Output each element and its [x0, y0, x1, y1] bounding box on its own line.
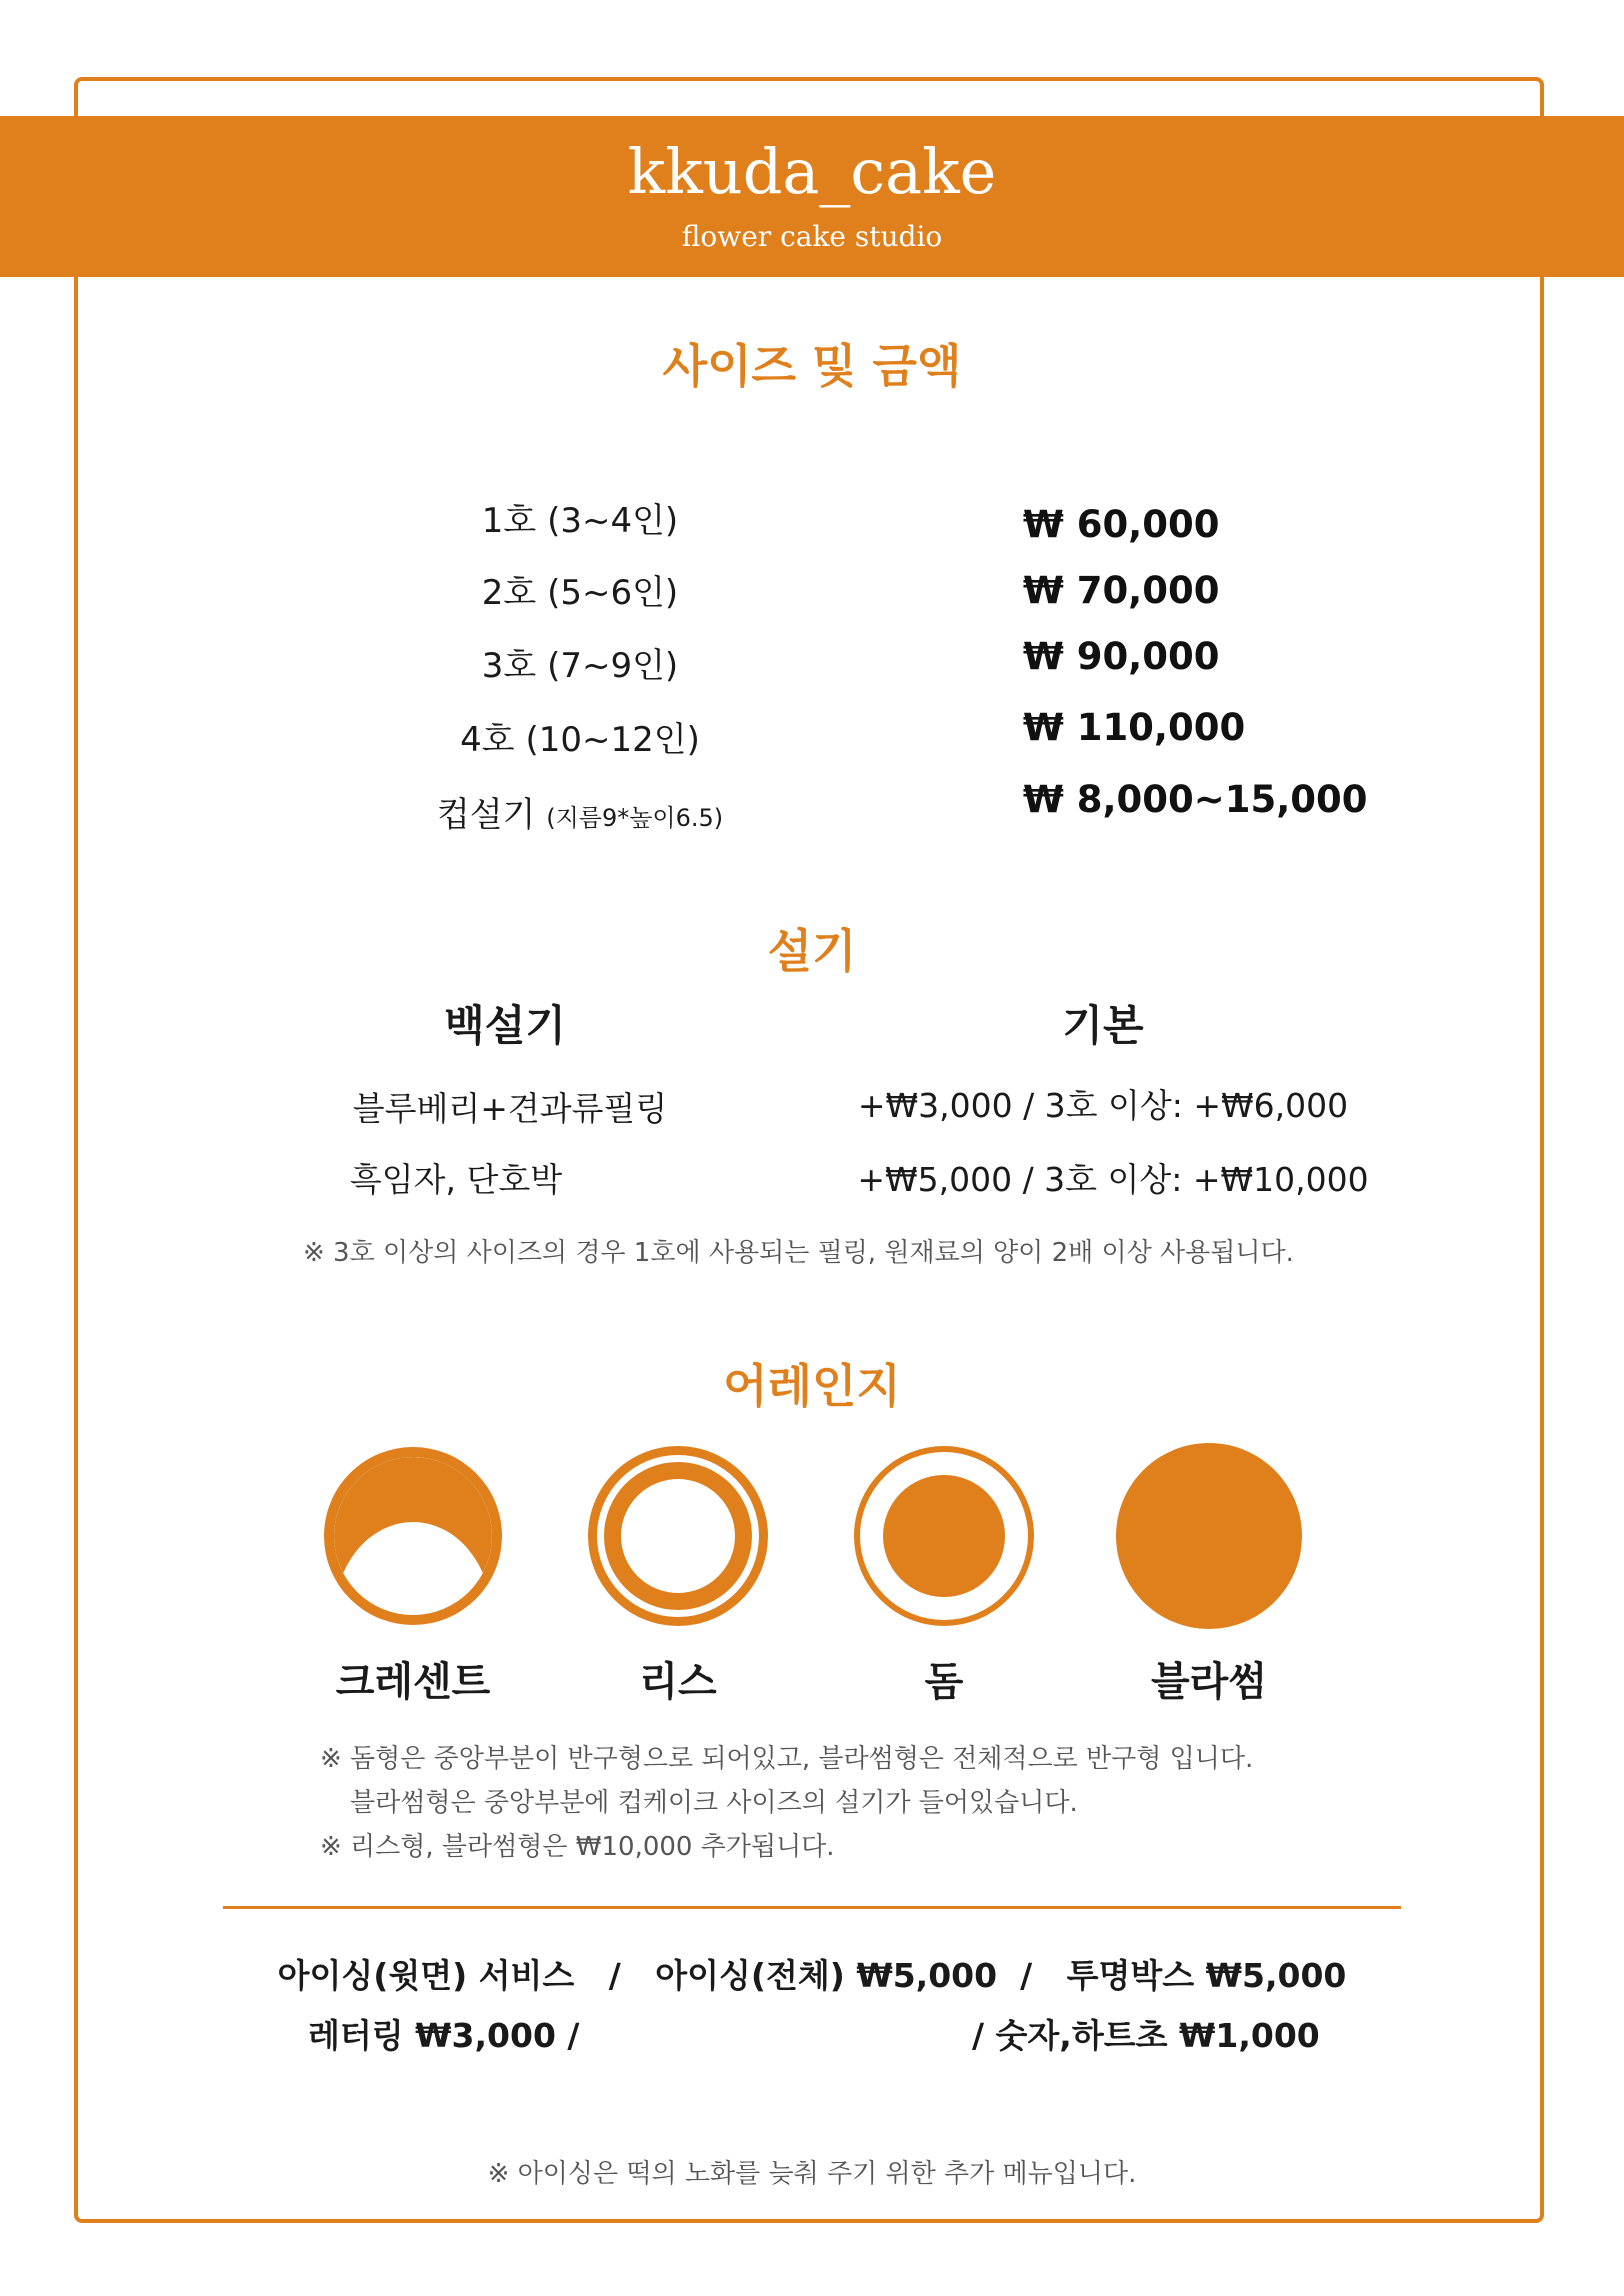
- size-label-4: 4호 (10~12인): [460, 720, 700, 760]
- brand-name: kkuda_cake: [627, 135, 997, 208]
- seolgi-heading: 설기: [767, 924, 857, 978]
- arrangement-note-2: 블라썸형은 중앙부분에 컵케이크 사이즈의 설기가 들어있습니다.: [350, 1788, 1078, 1818]
- services-lettering: 레터링 ₩3,000 /: [308, 2016, 580, 2055]
- shape-label-dome: 돔: [924, 1659, 964, 1705]
- arrangement-note-1: ※ 돔형은 중앙부분이 반구형으로 되어있고, 블라썸형은 전체적으로 반구형 입니다.: [320, 1744, 1254, 1774]
- price-1: ₩ 60,000: [1023, 503, 1220, 546]
- arrangement-note-3: ※ 리스형, 블라썸형은 ₩10,000 추가됩니다.: [320, 1832, 835, 1862]
- section-divider: [223, 1906, 1401, 1909]
- brand-banner: [0, 116, 1624, 277]
- dome-icon: [854, 1446, 1034, 1626]
- size-label-3: 3호 (7~9인): [481, 646, 679, 686]
- seolgi-col-basic: 기본: [1062, 1001, 1144, 1050]
- price-3: ₩ 90,000: [1023, 635, 1220, 678]
- arrangement-shapes: [0, 1440, 1624, 1640]
- size-label-1: 1호 (3~4인): [481, 501, 679, 541]
- seolgi-row-2-name: 흑임자, 단호박: [349, 1160, 563, 1199]
- size-label-2: 2호 (5~6인): [481, 573, 679, 613]
- size-label-cup: [330, 787, 830, 836]
- services-note: ※ 아이싱은 떡의 노화를 늦춰 주기 위한 추가 메뉴입니다.: [487, 2159, 1137, 2189]
- seolgi-row-1-price: +₩3,000 / 3호 이상: +₩6,000: [857, 1086, 1349, 1125]
- seolgi-col-baekseolgi: 백설기: [444, 1001, 566, 1050]
- services-candles: / 숫자,하트초 ₩1,000: [972, 2016, 1320, 2055]
- shape-label-blossom: 블라썸: [1151, 1659, 1267, 1705]
- price-4: ₩ 110,000: [1023, 706, 1246, 749]
- arrangement-heading: 어레인지: [723, 1359, 901, 1413]
- price-2: ₩ 70,000: [1023, 569, 1220, 612]
- seolgi-row-1-name: 블루베리+견과류필링: [352, 1089, 668, 1128]
- price-cup: ₩ 8,000~15,000: [1023, 778, 1368, 821]
- services-line-1: 아이싱(윗면) 서비스 / 아이싱(전체) ₩5,000 / 투명박스 ₩5,000: [277, 1956, 1347, 1995]
- seolgi-row-2-price: +₩5,000 / 3호 이상: +₩10,000: [857, 1160, 1369, 1199]
- cup-label: 컵설기: [436, 795, 536, 835]
- cup-detail: (지름9*높이6.5): [546, 804, 724, 832]
- shape-label-wreath: 리스: [639, 1659, 717, 1705]
- brand-tagline: flower cake studio: [681, 220, 943, 253]
- sizes-heading: 사이즈 및 금액: [662, 339, 962, 393]
- blossom-icon: [1116, 1443, 1302, 1629]
- shape-label-crescent: 크레센트: [335, 1659, 491, 1705]
- wreath-icon: [588, 1446, 768, 1626]
- menu-frame: [74, 77, 1544, 2223]
- seolgi-note: ※ 3호 이상의 사이즈의 경우 1호에 사용되는 필링, 원재료의 양이 2배 이상 사용됩니다.: [303, 1238, 1294, 1268]
